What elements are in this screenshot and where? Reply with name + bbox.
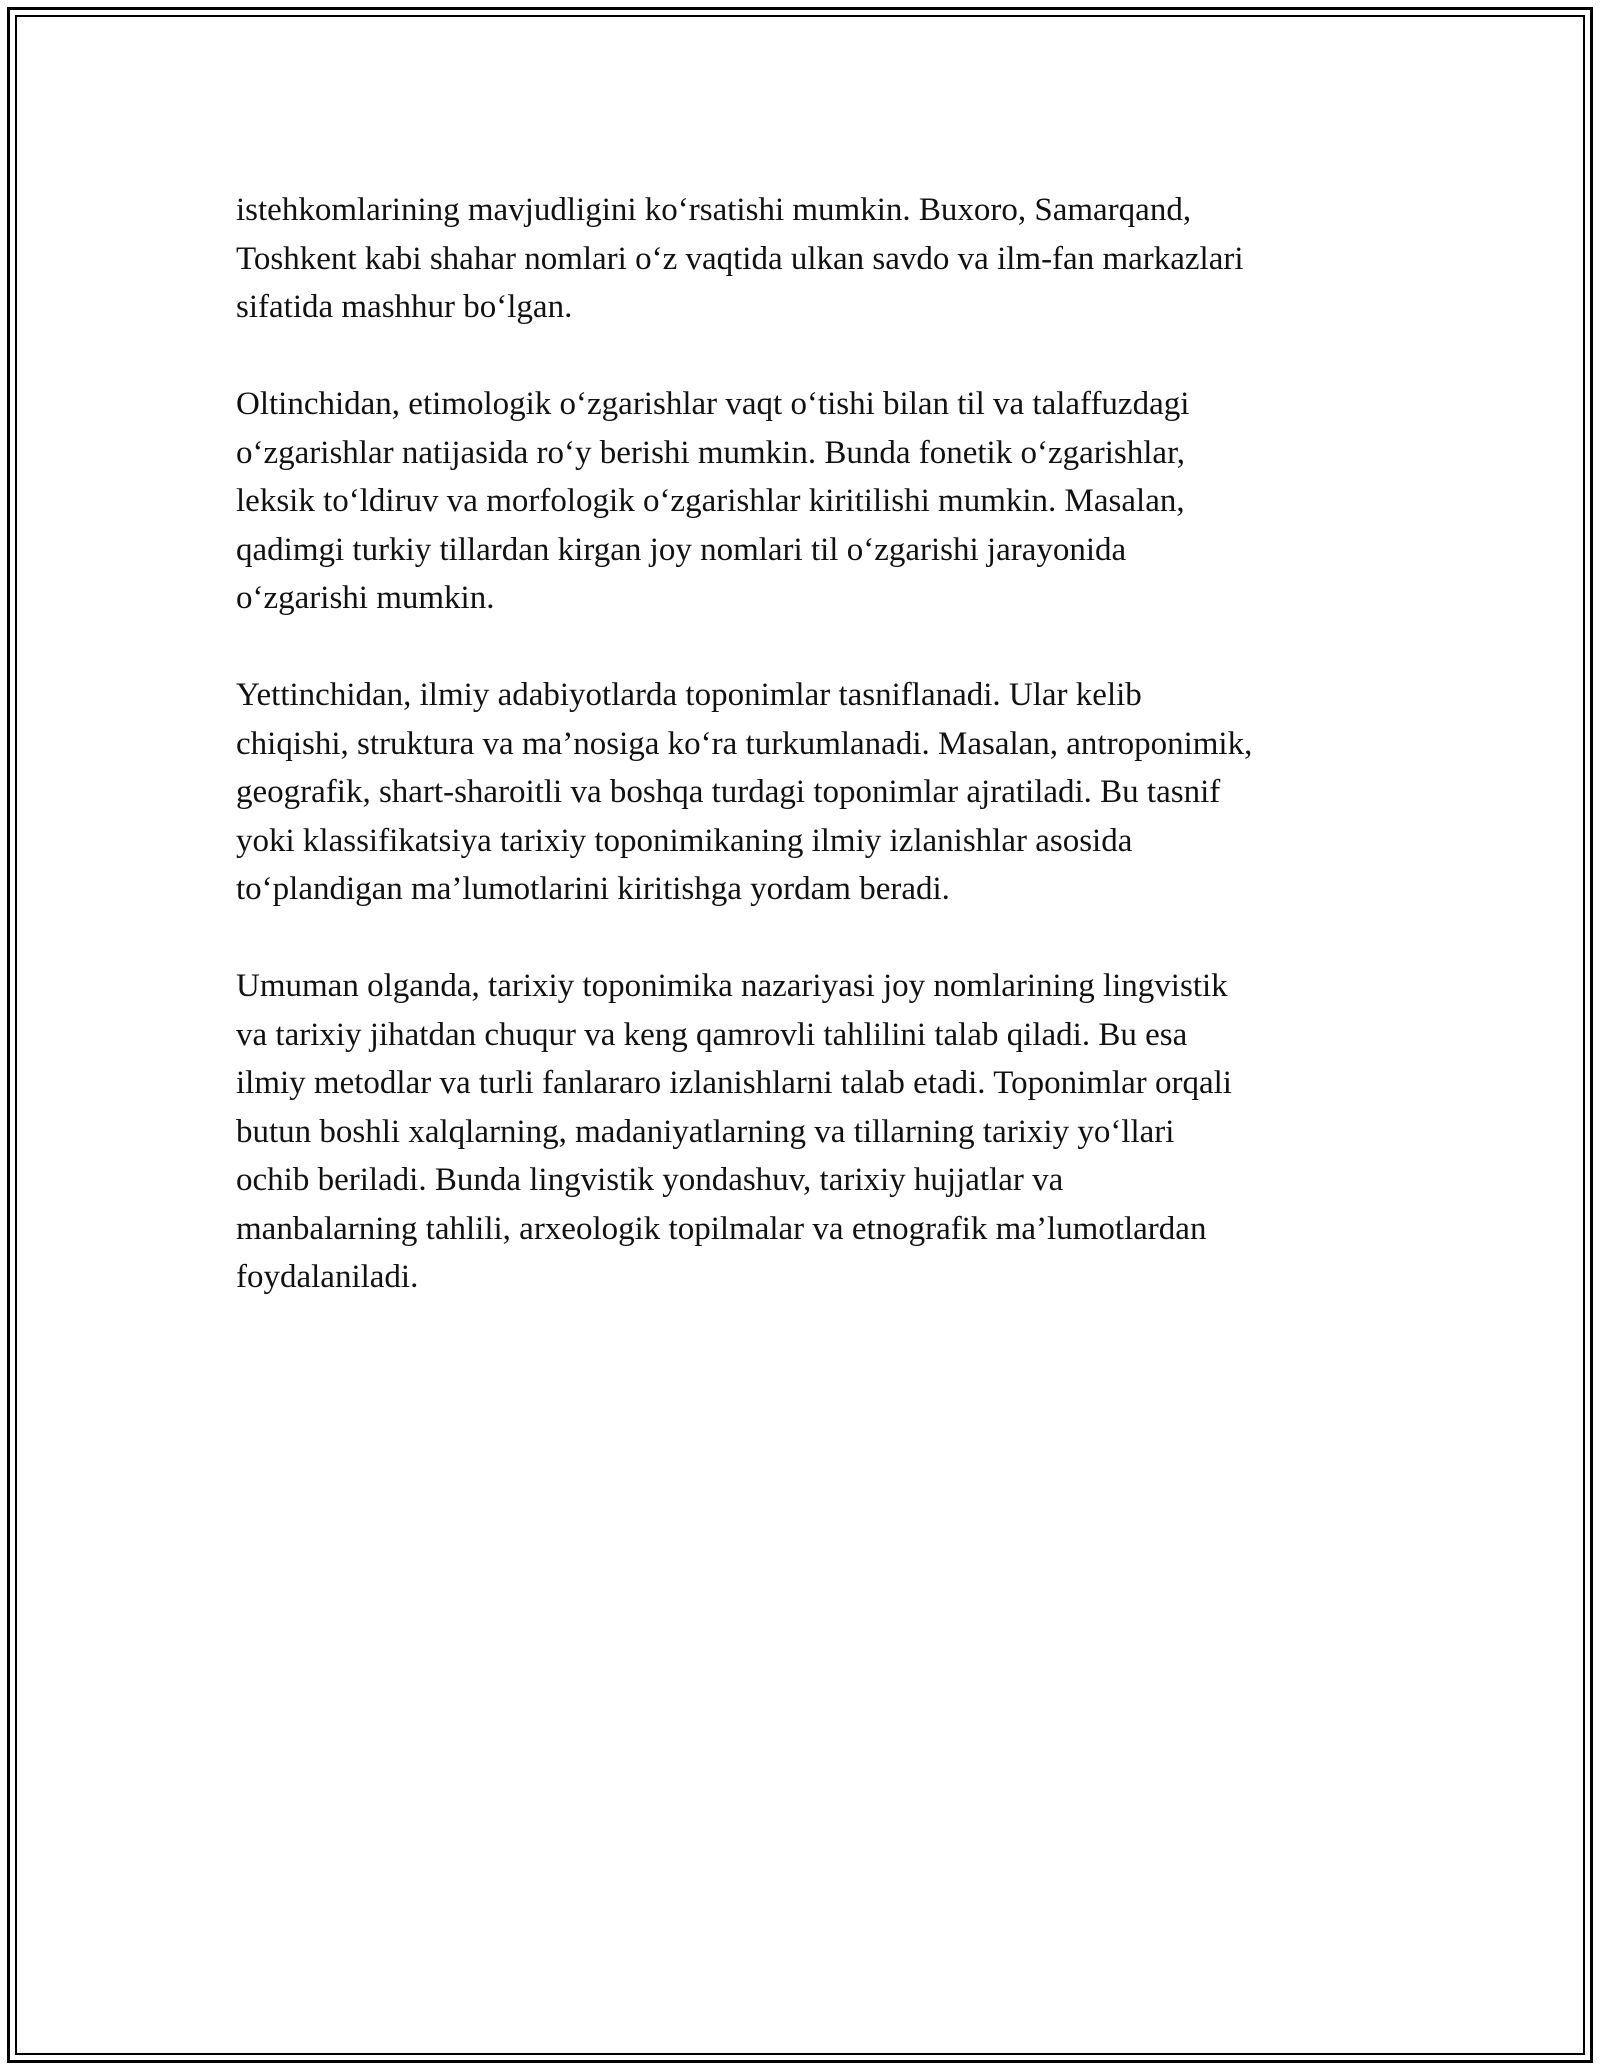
- text-line: ilmiy metodlar va turli fanlararo izlanishlarni talab etadi. Toponimlar orqali: [236, 1065, 1232, 1101]
- text-line: ochib beriladi. Bunda lingvistik yondashuv, tarixiy hujjatlar va: [236, 1162, 1064, 1198]
- paragraph-3: [236, 671, 1406, 914]
- text-line: sifatida mashhur bo‘lgan.: [236, 289, 573, 325]
- text-line: istehkomlarining mavjudligini ko‘rsatishi mumkin. Buxoro, Samarqand,: [236, 192, 1192, 228]
- text-line: va tarixiy jihatdan chuqur va keng qamrovli tahlilini talab qiladi. Bu esa: [236, 1016, 1188, 1053]
- text-line: Umuman olganda, tarixiy toponimika nazariyasi joy nomlarining lingvistik: [236, 968, 1228, 1004]
- text-line: geografik, shart-sharoitli va boshqa turdagi toponimlar ajratiladi. Bu tasnif: [236, 774, 1221, 810]
- document-body: [236, 186, 1406, 1350]
- text-line: chiqishi, struktura va ma’nosiga ko‘ra turkumlanadi. Masalan, antroponimik,: [236, 725, 1253, 762]
- paragraph-1: [236, 186, 1406, 332]
- text-line: Toshkent kabi shahar nomlari o‘z vaqtida ulkan savdo va ilm-fan markazlari: [236, 240, 1244, 277]
- text-line: butun boshli xalqlarning, madaniyatlarning va tillarning tarixiy yo‘llari: [236, 1113, 1175, 1150]
- text-line: manbalarning tahlili, arxeologik topilmalar va etnografik ma’lumotlardan: [236, 1210, 1207, 1247]
- text-line: o‘zgarishlar natijasida ro‘y berishi mumkin. Bunda fonetik o‘zgarishlar,: [236, 434, 1185, 471]
- text-line: o‘zgarishi mumkin.: [236, 580, 495, 616]
- text-line: leksik to‘ldiruv va morfologik o‘zgarishlar kiritilishi mumkin. Masalan,: [236, 483, 1185, 519]
- paragraph-4: [236, 962, 1406, 1302]
- text-line: to‘plandigan ma’lumotlarini kiritishga yordam beradi.: [236, 871, 950, 907]
- paragraph-2: [236, 380, 1406, 623]
- text-line: qadimgi turkiy tillardan kirgan joy nomlari til o‘zgarishi jarayonida: [236, 531, 1127, 568]
- text-line: Yettinchidan, ilmiy adabiyotlarda toponimlar tasniflanadi. Ular kelib: [236, 677, 1142, 713]
- text-line: yoki klassifikatsiya tarixiy toponimikaning ilmiy izlanishlar asosida: [236, 822, 1133, 859]
- text-line: Oltinchidan, etimologik o‘zgarishlar vaqt o‘tishi bilan til va talaffuzdagi: [236, 386, 1190, 422]
- text-line: foydalaniladi.: [236, 1259, 419, 1295]
